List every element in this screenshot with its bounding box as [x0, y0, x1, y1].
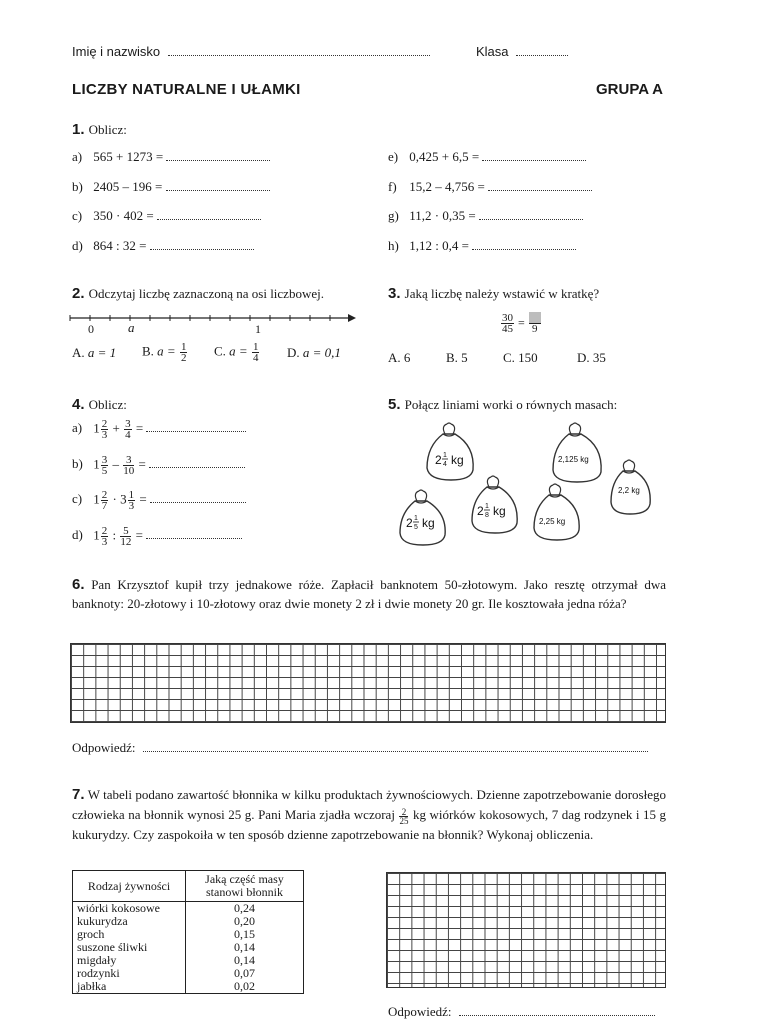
- whole-part: 1: [93, 527, 100, 543]
- table-header-food: Rodzaj żywności: [73, 871, 186, 902]
- table-row: [73, 902, 304, 916]
- bag-2-25-kg[interactable]: [531, 482, 583, 542]
- answer-line[interactable]: [472, 238, 576, 250]
- fraction: [101, 419, 109, 440]
- task1-number: 1.: [72, 121, 85, 138]
- item-expression: 565 + 1273 =: [93, 149, 164, 164]
- fraction-numerator: 1: [128, 489, 135, 501]
- task7-text-before: W tabeli podano zawartość błonnika w kilku produktach żywnościowych. Dzienne zapotrzebowanie dorosłego człowieka na błonnik wynosi 25 g. Pani Maria zjadła wczoraj: [72, 787, 666, 822]
- task1-prompt: Oblicz:: [88, 122, 127, 137]
- table-cell-value: 0,24: [234, 901, 255, 915]
- fraction-denominator: 4: [252, 352, 259, 364]
- answer-line[interactable]: [146, 527, 242, 539]
- item-letter: b): [72, 179, 83, 194]
- task2-number: 2.: [72, 285, 85, 302]
- task3-option-c[interactable]: C. 150: [503, 350, 538, 365]
- table-row: [73, 915, 304, 928]
- equals-sign: =: [518, 315, 525, 330]
- axis-label-a: a: [128, 320, 135, 335]
- class-input-line[interactable]: [516, 44, 568, 56]
- option-letter: C.: [214, 343, 226, 359]
- whole-part: 3: [120, 491, 127, 507]
- item-expression: 11,2 · 0,35 =: [409, 208, 476, 223]
- task3-number: 3.: [388, 285, 401, 302]
- answer-label: Odpowiedź:: [388, 1004, 452, 1019]
- bag-label: 2,25 kg: [539, 517, 566, 526]
- table-header-fiber: [186, 871, 304, 902]
- task1-item-b: [72, 179, 270, 195]
- option-letter: D.: [287, 345, 300, 360]
- fraction-numerator: 3: [125, 418, 131, 430]
- option-letter: B.: [142, 343, 154, 359]
- answer-line[interactable]: [479, 208, 583, 220]
- bag-label: 2,2 kg: [618, 486, 640, 495]
- option-text: a = 0,1: [302, 345, 341, 360]
- bag-num: 1: [443, 452, 447, 459]
- task6-answer-row[interactable]: [72, 740, 648, 756]
- task7-text-block: [72, 785, 666, 845]
- axis-label-one: 1: [255, 322, 261, 336]
- fraction: [180, 342, 188, 363]
- task2-option-c[interactable]: [214, 342, 260, 363]
- task5-number: 5.: [388, 396, 401, 413]
- name-input-line[interactable]: [168, 44, 430, 56]
- task7-grid[interactable]: [386, 872, 666, 988]
- item-expression: 15,2 – 4,756 =: [409, 179, 485, 194]
- fraction-numerator: 2: [101, 525, 108, 537]
- fraction-denominator: 25: [399, 815, 409, 826]
- fraction-denominator: 45: [502, 322, 513, 335]
- task1-item-f: [388, 179, 592, 195]
- bag-whole: 2: [406, 516, 413, 530]
- axis-label-zero: 0: [88, 322, 94, 336]
- fraction: [101, 526, 109, 547]
- fraction-denominator: 7: [101, 500, 108, 512]
- task7-answer-row[interactable]: [388, 1004, 655, 1020]
- fraction: [529, 312, 541, 334]
- item-letter: d): [72, 527, 83, 543]
- task4-item-a: [72, 419, 246, 440]
- table-cell-food: kukurydza: [73, 915, 186, 928]
- option-text: a = 1: [87, 345, 117, 360]
- fraction-denominator: 10: [123, 465, 135, 477]
- task4-item-d: [72, 526, 242, 547]
- operator: +: [112, 420, 120, 436]
- fraction: [101, 490, 109, 511]
- fraction: [123, 455, 134, 476]
- fraction: [501, 313, 514, 334]
- task1-item-d: [72, 238, 254, 254]
- item-expression: 350 · 402 =: [93, 208, 154, 223]
- name-label: Imię i nazwisko: [72, 44, 161, 59]
- class-field-row[interactable]: [476, 44, 568, 59]
- task3-heading: [388, 285, 599, 302]
- item-letter: c): [72, 491, 83, 507]
- table-cell-value: 0,15: [234, 927, 255, 941]
- name-field-row[interactable]: [72, 44, 430, 59]
- number-line: [68, 308, 358, 338]
- task1-item-h: [388, 238, 576, 254]
- fraction-denominator: 3: [128, 500, 135, 512]
- item-letter: a): [72, 420, 83, 436]
- worksheet-title: LICZBY NATURALNE I UŁAMKI: [72, 81, 301, 98]
- task2-option-a[interactable]: [72, 345, 116, 361]
- fraction-numerator: 1: [180, 341, 187, 353]
- item-letter: f): [388, 179, 397, 194]
- fraction-numerator: 3: [101, 454, 108, 466]
- fraction-denominator: 12: [120, 536, 132, 548]
- table-cell-food: groch: [73, 928, 186, 941]
- bag-den: 5: [414, 524, 418, 531]
- table-cell-food: jabłka: [73, 980, 186, 994]
- task3-option-b[interactable]: B. 5: [446, 350, 468, 365]
- table-cell-food: migdały: [73, 954, 186, 967]
- answer-line[interactable]: [166, 179, 270, 191]
- table-row: [73, 967, 304, 980]
- task2-option-d[interactable]: [287, 345, 341, 361]
- item-letter: c): [72, 208, 83, 223]
- bag-unit: kg: [422, 516, 435, 530]
- fraction: [120, 526, 131, 547]
- table-cell-food: wiórki kokosowe: [73, 902, 186, 916]
- item-letter: h): [388, 238, 399, 253]
- task5-heading: [388, 396, 617, 413]
- fraction: [399, 808, 408, 825]
- item-letter: a): [72, 149, 83, 164]
- table-cell-value: 0,20: [234, 914, 255, 928]
- item-letter: e): [388, 149, 399, 164]
- task3-option-a[interactable]: A. 6: [388, 350, 411, 365]
- answer-line[interactable]: [146, 420, 246, 432]
- bag-num: 1: [414, 515, 418, 522]
- bag-2-2-kg[interactable]: [608, 458, 654, 516]
- equals-sign: =: [135, 420, 144, 436]
- fraction-denominator: 9: [532, 323, 538, 335]
- class-label: Klasa: [476, 44, 509, 59]
- group-label: GRUPA A: [596, 81, 663, 98]
- task1-heading: [72, 121, 127, 138]
- answer-line[interactable]: [150, 491, 246, 503]
- task6-text: Pan Krzysztof kupił trzy jednakowe róże. Zapłacił banknotem 50-złotowym. Jako resztę otrzymał dwa banknoty: 20-złotowy i 10-złotowy oraz dwie monety 2 zł i dwie monety 20 gr. Ile kosztowała jedna róża?: [72, 577, 666, 611]
- bag-den: 4: [443, 461, 447, 468]
- fraction: [128, 490, 136, 511]
- table-cell-food: suszone śliwki: [73, 941, 186, 954]
- task4-number: 4.: [72, 396, 85, 413]
- fraction-numerator: 2: [101, 489, 108, 501]
- table-header-line: Jaką część masy: [205, 872, 284, 886]
- fraction-numerator: 3: [123, 455, 134, 466]
- answer-line[interactable]: [150, 238, 254, 250]
- task3-option-d[interactable]: D. 35: [577, 350, 606, 365]
- task6-grid[interactable]: [70, 643, 666, 723]
- fraction-numerator: 30: [502, 311, 513, 324]
- fraction-numerator: 1: [252, 341, 259, 353]
- item-letter: d): [72, 238, 83, 253]
- item-letter: b): [72, 456, 83, 472]
- task2-option-b[interactable]: [142, 342, 188, 363]
- item-expression: 864 : 32 =: [93, 238, 147, 253]
- task1-item-g: [388, 208, 583, 224]
- bag-whole: 2: [435, 453, 442, 467]
- option-letter: A.: [72, 345, 85, 360]
- fraction-denominator: 4: [125, 429, 131, 441]
- answer-line[interactable]: [157, 208, 261, 220]
- task5-prompt: Połącz liniami worki o równych masach:: [404, 397, 618, 412]
- bag-den: 8: [485, 512, 489, 519]
- task7-text-after: kg wiórków kokosowych, 7 dag rodzynek i 15 g kukurydzy. Czy zaspokoiła w ten sposób dzienne zapotrzebowanie na błonnik? Wykonaj obliczenia.: [72, 807, 667, 842]
- answer-line[interactable]: [166, 149, 270, 161]
- task2-prompt: Odczytaj liczbę zaznaczoną na osi liczbowej.: [88, 286, 324, 301]
- equals-sign: =: [135, 527, 143, 543]
- table-cell-value: 0,02: [234, 979, 255, 993]
- task4-heading: [72, 396, 127, 413]
- task1-item-e: [388, 149, 586, 165]
- fraction-denominator: 3: [101, 429, 108, 441]
- table-cell-value: 0,14: [234, 953, 255, 967]
- task4-item-c: [72, 490, 246, 511]
- bag-2-1-8-kg[interactable]: [468, 473, 522, 535]
- fraction-numerator: 2: [101, 418, 108, 430]
- fraction-numerator: 5: [120, 526, 131, 537]
- blank-box[interactable]: [529, 312, 541, 323]
- item-expression: 2405 – 196 =: [93, 179, 163, 194]
- answer-line[interactable]: [149, 456, 245, 468]
- equals-sign: =: [138, 456, 146, 472]
- task4-item-b: [72, 455, 245, 476]
- table-header-line: stanowi błonnik: [206, 885, 283, 899]
- fraction: [101, 455, 109, 476]
- task6-text-block: [72, 575, 666, 613]
- fraction-denominator: 5: [101, 465, 108, 477]
- bag-label: 2,125 kg: [558, 455, 589, 464]
- fraction-denominator: 3: [101, 536, 108, 548]
- fraction: [252, 342, 260, 363]
- fraction-numerator: 2: [399, 808, 408, 817]
- bag-2-1-5-kg[interactable]: [397, 487, 449, 547]
- table-cell-value: 0,07: [234, 966, 255, 980]
- task7-number: 7.: [72, 786, 85, 803]
- whole-part: 1: [93, 420, 100, 436]
- item-letter: g): [388, 208, 399, 223]
- item-expression: 1,12 : 0,4 =: [409, 238, 469, 253]
- task4-prompt: Oblicz:: [88, 397, 127, 412]
- equals-sign: =: [139, 491, 147, 507]
- option-text: a =: [229, 343, 248, 359]
- answer-line[interactable]: [143, 740, 648, 752]
- answer-line[interactable]: [459, 1004, 655, 1016]
- bag-2-125-kg[interactable]: [549, 420, 607, 484]
- table-cell-food: rodzynki: [73, 967, 186, 980]
- task2-heading: [72, 285, 324, 302]
- task3-prompt: Jaką liczbę należy wstawić w kratkę?: [404, 286, 600, 301]
- bag-unit: kg: [451, 453, 464, 467]
- table-cell-value: 0,14: [234, 940, 255, 954]
- bag-num: 1: [485, 503, 489, 510]
- answer-line[interactable]: [488, 179, 592, 191]
- task1-item-c: [72, 208, 261, 224]
- bag-unit: kg: [493, 504, 506, 518]
- task3-equation: [500, 312, 542, 334]
- task6-number: 6.: [72, 576, 85, 593]
- option-text: a =: [157, 343, 176, 359]
- operator: –: [112, 456, 119, 472]
- table-row: [73, 980, 304, 994]
- task1-item-a: [72, 149, 270, 165]
- whole-part: 1: [93, 456, 100, 472]
- fiber-table: [72, 870, 304, 994]
- item-expression: 0,425 + 6,5 =: [409, 149, 480, 164]
- operator: :: [112, 527, 117, 543]
- answer-label: Odpowiedź:: [72, 740, 136, 755]
- operator: ·: [112, 491, 117, 507]
- bag-whole: 2: [477, 504, 484, 518]
- fraction: [124, 419, 132, 440]
- fraction-denominator: 2: [180, 352, 187, 364]
- answer-line[interactable]: [482, 149, 586, 161]
- whole-part: 1: [93, 491, 100, 507]
